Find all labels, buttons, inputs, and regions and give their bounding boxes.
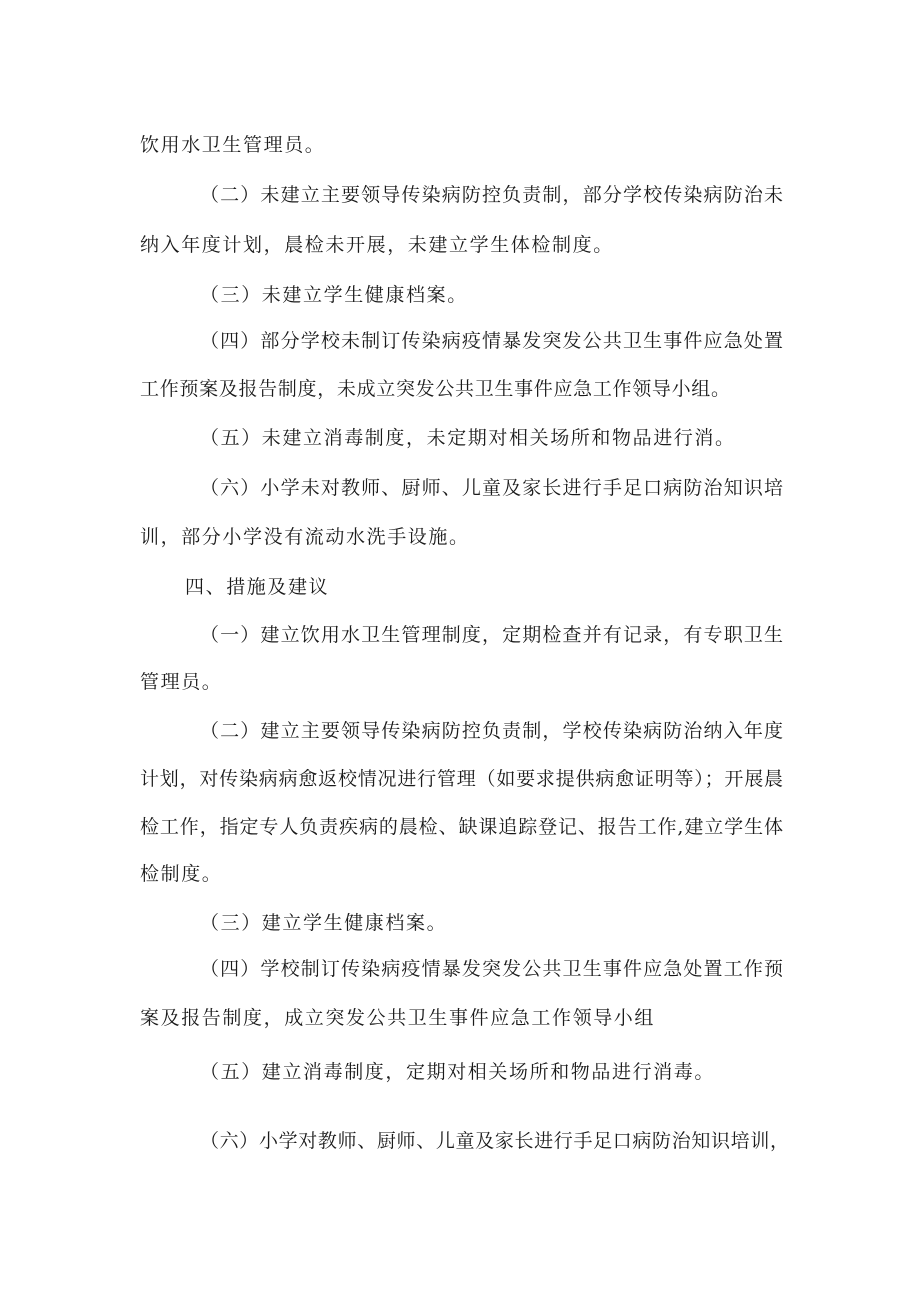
text-line-19: 案及报告制度，成立突发公共卫生事件应急工作领导小组 xyxy=(140,1007,656,1029)
text-line-6: 工作预案及报告制度，未成立突发公共卫生事件应急工作领导小组。 xyxy=(140,378,730,400)
text-line-8: （六）小学未对教师、厨师、儿童及家长进行手足口病防治知识培 xyxy=(200,477,783,499)
text-line-15: 检工作，指定专人负责疾病的晨检、缺课追踪登记、报告工作,建立学生体 xyxy=(140,816,783,838)
text-line-16: 检制度。 xyxy=(140,863,223,885)
text-line-21: （六）小学对教师、厨师、儿童及家长进行手足口病防治知识培训， xyxy=(200,1130,789,1152)
text-line-14: 计划，对传染病病愈返校情况进行管理（如要求提供病愈证明等）；开展晨 xyxy=(140,768,783,790)
text-line-4: （三）未建立学生健康档案。 xyxy=(200,284,468,306)
text-line-13: （二）建立主要领导传染病防控负责制，学校传染病防治纳入年度 xyxy=(200,720,783,742)
text-line-9: 训，部分小学没有流动水洗手设施。 xyxy=(140,526,470,548)
text-line-1: 饮用水卫生管理员。 xyxy=(140,134,326,156)
text-line-12: 管理员。 xyxy=(140,671,223,693)
text-line-17: （三）建立学生健康档案。 xyxy=(200,912,448,934)
text-line-2: （二）未建立主要领导传染病防控负责制，部分学校传染病防治未 xyxy=(200,184,783,206)
text-line-20: （五）建立消毒制度，定期对相关场所和物品进行消毒。 xyxy=(200,1061,716,1083)
text-line-18: （四）学校制订传染病疫情暴发突发公共卫生事件应急处置工作预 xyxy=(200,958,783,980)
text-line-3: 纳入年度计划，晨检未开展，未建立学生体检制度。 xyxy=(140,234,614,256)
text-line-11: （一）建立饮用水卫生管理制度，定期检查并有记录，有专职卫生 xyxy=(200,624,783,646)
text-line-7: （五）未建立消毒制度，未定期对相关场所和物品进行消。 xyxy=(200,427,736,449)
section-heading: 四、措施及建议 xyxy=(185,576,330,598)
text-line-5: （四）部分学校未制订传染病疫情暴发突发公共卫生事件应急处置 xyxy=(200,330,783,352)
